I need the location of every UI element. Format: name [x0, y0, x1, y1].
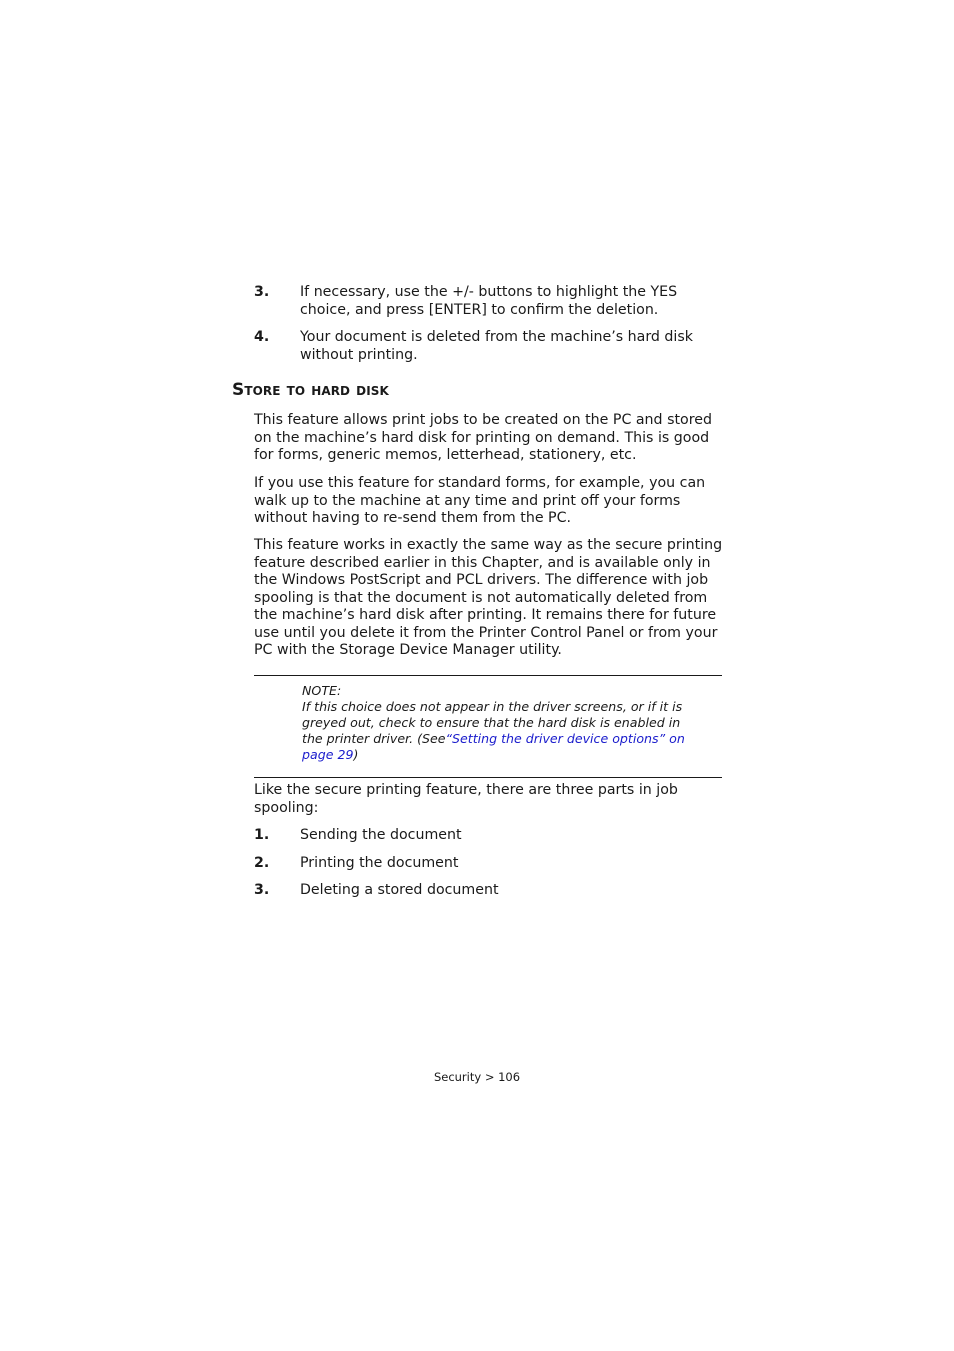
list-item — [254, 827, 724, 845]
paragraph: This feature allows print jobs to be created on the PC and stored on the machine’s hard disk for printing on demand. This is good for forms, generic memos, letterhead, stationery, etc. — [254, 412, 712, 463]
note-box — [302, 683, 702, 763]
step-number: 2. — [254, 855, 270, 871]
section-heading: Store to hard disk — [232, 380, 389, 400]
note-label: NOTE: — [302, 683, 342, 698]
step-text: Printing the document — [300, 855, 459, 871]
note-bottom-rule — [254, 777, 722, 778]
note-top-rule — [254, 675, 722, 676]
paragraph: This feature works in exactly the same way as the secure printing feature described earlier in this Chapter, and is available only in the Windows PostScript and PCL drivers. The difference with job spooling is that the document is not automatically deleted from the machine’s hard disk after printing. It remains there for future use until you delete it from the Printer Control Panel or from your PC with the Storage Device Manager utility. — [254, 537, 723, 658]
step-number: 3. — [254, 882, 270, 898]
step-number: 1. — [254, 827, 270, 843]
list-item — [254, 284, 724, 319]
paragraph: If you use this feature for standard forms, for example, you can walk up to the machine at any time and print off your forms without having to re-send them from the PC. — [254, 475, 706, 526]
step-number: 3. — [254, 284, 270, 300]
step-text: Your document is deleted from the machine’s hard disk without printing. — [300, 329, 693, 363]
list-item — [254, 855, 724, 873]
paragraph: Like the secure printing feature, there are three parts in job spooling: — [254, 782, 678, 816]
cross-reference-link[interactable]: “Setting the driver device options” on page 29 — [302, 731, 685, 762]
note-closing: ) — [353, 747, 359, 762]
note-text: If this choice does not appear in the driver screens, or if it is greyed out, check to ensure that the hard disk is enabled in the printer driver. (See — [302, 699, 683, 746]
step-text: Sending the document — [300, 827, 462, 843]
step-number: 4. — [254, 329, 270, 345]
step-text: Deleting a stored document — [300, 882, 499, 898]
step-text: If necessary, use the +/- buttons to highlight the YES choice, and press [ENTER] to confirm the deletion. — [300, 284, 678, 318]
page-footer: Security > 106 — [433, 1070, 521, 1084]
list-item — [254, 329, 724, 364]
note-body — [302, 699, 702, 763]
list-item — [254, 882, 724, 900]
